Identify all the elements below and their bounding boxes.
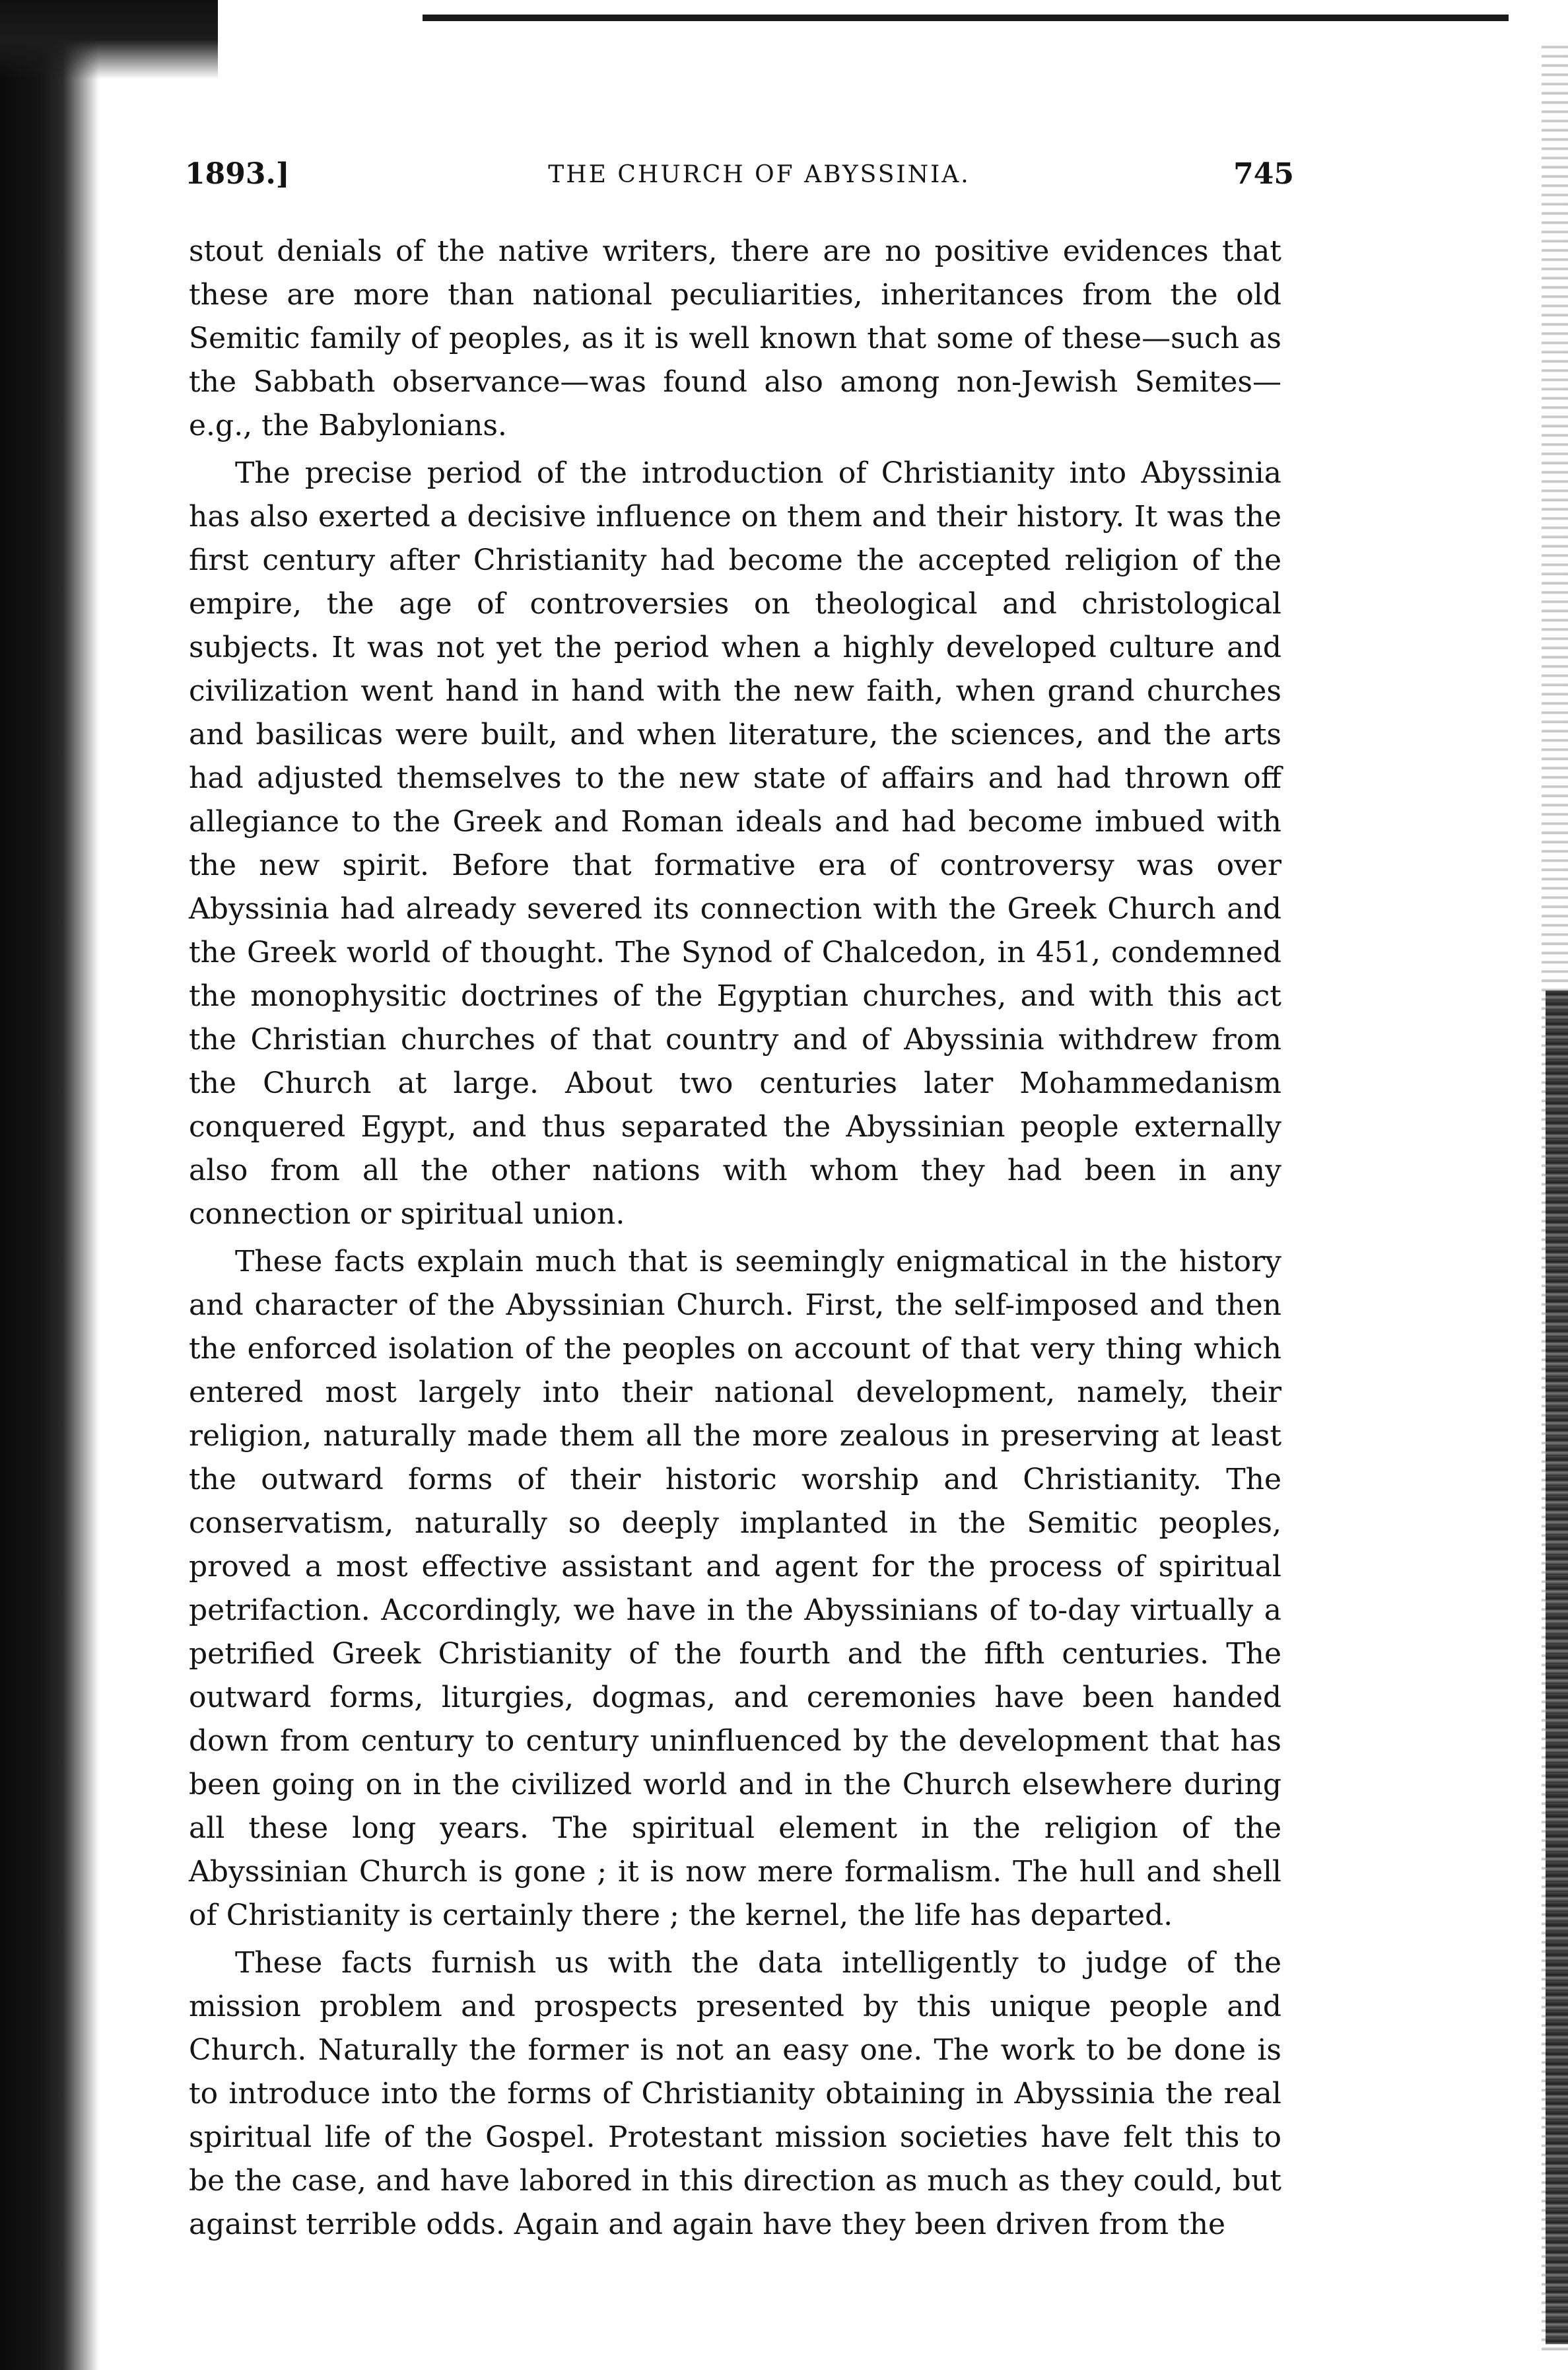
header-year: 1893.] bbox=[185, 157, 290, 191]
scan-corner-shadow bbox=[0, 0, 218, 79]
paragraph-1: stout denials of the native writers, there are no positive evidences that these are more than national peculiarities, inheritances from the old Semitic family of peoples, as it is well known that some of these—such as the Sabbath observance—was found also among non-Jewish Semites—e.g., the Babylonians. bbox=[189, 234, 1281, 442]
running-header bbox=[185, 157, 1294, 203]
running-title: THE CHURCH OF ABYSSINIA. bbox=[548, 161, 971, 188]
page-number: 745 bbox=[1233, 157, 1294, 191]
paragraph-2: The precise period of the introduction of Christianity into Abyssinia has also exerted a decisive influence on them and their history. It was the first century after Christianity had become the accepted religion of the empire, the age of controversies on theological and christological subjects. It was not yet the period when a highly developed culture and civilization went hand in hand with the new faith, when grand churches and basilicas were built, and when literature, the sciences, and the arts had adjusted themselves to the new state of affairs and had thrown off allegiance to the Greek and Roman ideals and had become imbued with the new spirit. Before that formative era of controversy was over Abyssinia had already severed its connection with the Greek Church and the Greek world of thought. The Synod of Chalcedon, in 451, condemned the monophysitic doctrines of the Egyptian churches, and with this act the Christian churches of that country and of Abyssinia withdrew from the Church at large. About two centuries later Mohammedanism conquered Egypt, and thus separated the Abyssinian people externally also from all the other nations with whom they had been in any connection or spiritual union. bbox=[189, 456, 1281, 1231]
paragraph-3: These facts explain much that is seemingly enigmatical in the history and character of the Abyssinian Church. First, the self-imposed and then the enforced isolation of the peoples on account of that very thing which entered most largely into their national development, namely, their religion, naturally made them all the more zealous in preserving at least the outward forms of their historic worship and Christianity. The conservatism, naturally so deeply implanted in the Semitic peoples, proved a most effective assistant and agent for the process of spiritual petrifaction. Accordingly, we have in the Abyssinians of to-day virtually a petrified Greek Christianity of the fourth and the fifth centuries. The outward forms, liturgies, dogmas, and ceremonies have been handed down from century to century uninfluenced by the development that has been going on in the civilized world and in the Church elsewhere during all these long years. The spiritual element in the religion of the Abyssinian Church is gone ; it is now mere formalism. The hull and shell of Christianity is certainly there ; the kernel, the life has departed. bbox=[189, 1245, 1281, 1932]
scan-top-edge bbox=[423, 15, 1509, 21]
page-body bbox=[189, 230, 1281, 2247]
scan-right-edge-dark bbox=[1546, 991, 1568, 2344]
paragraph-4: These facts furnish us with the data intelligently to judge of the mission problem and prospects presented by this unique people and Church. Naturally the former is not an easy one. The work to be done is to introduce into the forms of Christianity obtaining in Abyssinia the real spiritual life of the Gospel. Protestant mission societies have felt this to be the case, and have labored in this direction as much as they could, but against terrible odds. Again and again have they been driven from the bbox=[189, 1946, 1281, 2241]
scan-binding-shadow bbox=[0, 0, 99, 2370]
